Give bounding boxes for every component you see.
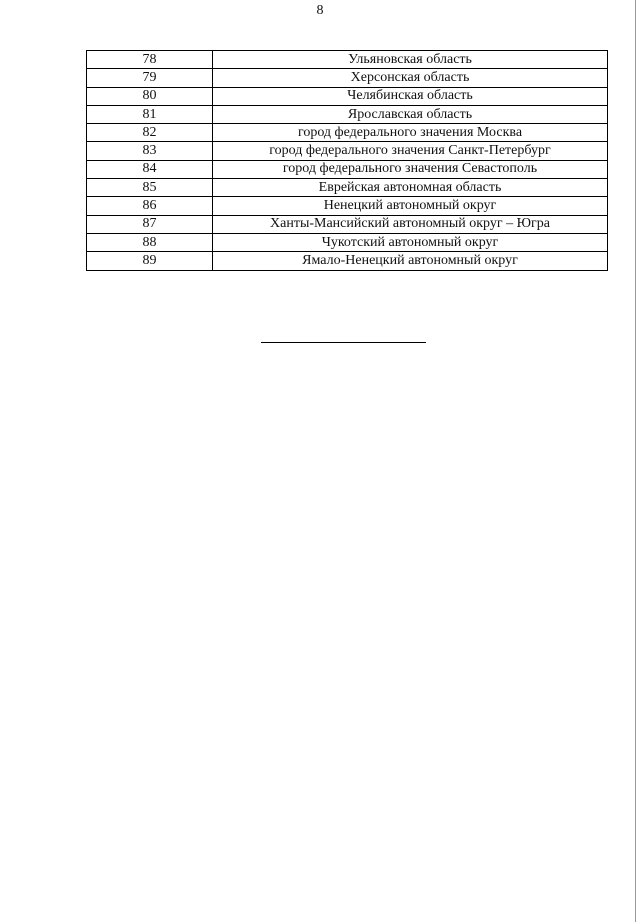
region-code-cell: 89 (87, 252, 213, 270)
table-row (87, 124, 608, 142)
region-name-cell: город федерального значения Севастополь (213, 160, 608, 178)
scan-edge-line (635, 0, 636, 922)
region-name-cell: Ненецкий автономный округ (213, 197, 608, 215)
end-separator-line (261, 342, 426, 343)
region-name-cell: город федерального значения Москва (213, 124, 608, 142)
region-name-cell: Чукотский автономный округ (213, 233, 608, 251)
table-row (87, 233, 608, 251)
region-code-cell: 87 (87, 215, 213, 233)
region-code-cell: 80 (87, 87, 213, 105)
region-code-cell: 78 (87, 51, 213, 69)
table-row (87, 215, 608, 233)
region-code-cell: 84 (87, 160, 213, 178)
region-code-cell: 85 (87, 179, 213, 197)
table-row (87, 51, 608, 69)
table-row (87, 69, 608, 87)
table-row (87, 179, 608, 197)
regions-table (86, 50, 608, 271)
region-code-cell: 83 (87, 142, 213, 160)
region-name-cell: Челябинская область (213, 87, 608, 105)
table-row (87, 252, 608, 270)
region-code-cell: 88 (87, 233, 213, 251)
table-row (87, 105, 608, 123)
region-name-cell: Ульяновская область (213, 51, 608, 69)
region-name-cell: Херсонская область (213, 69, 608, 87)
region-name-cell: Еврейская автономная область (213, 179, 608, 197)
table-row (87, 160, 608, 178)
region-code-cell: 86 (87, 197, 213, 215)
region-name-cell: город федерального значения Санкт-Петербург (213, 142, 608, 160)
page-number: 8 (316, 3, 324, 18)
region-code-cell: 81 (87, 105, 213, 123)
region-name-cell: Ханты-Мансийский автономный округ – Югра (213, 215, 608, 233)
region-name-cell: Ямало-Ненецкий автономный округ (213, 252, 608, 270)
table-row (87, 142, 608, 160)
region-code-cell: 79 (87, 69, 213, 87)
table-row (87, 197, 608, 215)
region-name-cell: Ярославская область (213, 105, 608, 123)
table-row (87, 87, 608, 105)
region-code-cell: 82 (87, 124, 213, 142)
